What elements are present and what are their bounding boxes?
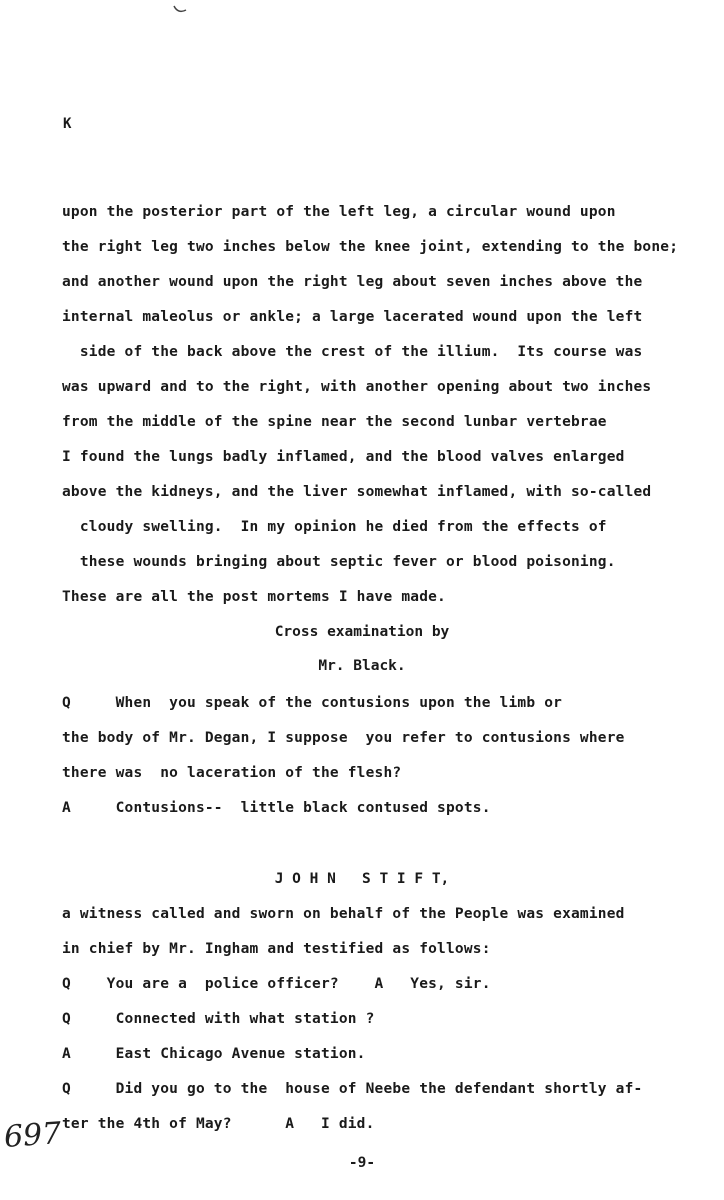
cross-examination-heading: Cross examination by <box>274 624 450 640</box>
body-line: and another wound upon the right leg about seven inches above the <box>62 274 643 290</box>
witness-line: Q Connected with what station ? <box>62 1011 375 1027</box>
body-line: cloudy swelling. In my opinion he died from the effects of <box>62 519 607 535</box>
body-line: These are all the post mortems I have made. <box>62 589 446 605</box>
body-line: was upward and to the right, with another opening about two inches <box>62 379 652 395</box>
witness-line: in chief by Mr. Ingham and testified as follows: <box>62 941 491 957</box>
cross-examiner-name: Mr. Black. <box>318 658 406 674</box>
witness-name-heading: J O H N S T I F T, <box>274 871 450 887</box>
handwritten-page-number: 697 <box>2 1116 63 1155</box>
witness-line: Q Did you go to the house of Neebe the defendant shortly af- <box>62 1081 643 1097</box>
body-line: above the kidneys, and the liver somewhat inflamed, with so-called <box>62 484 652 500</box>
corner-letter: K <box>63 116 72 132</box>
body-line: I found the lungs badly inflamed, and the blood valves enlarged <box>62 449 625 465</box>
body-line: the right leg two inches below the knee joint, extending to the bone; <box>62 239 679 255</box>
witness-line: ter the 4th of May? A I did. <box>62 1116 375 1132</box>
body-line: from the middle of the spine near the second lunbar vertebrae <box>62 414 607 430</box>
body-line: internal maleolus or ankle; a large lacerated wound upon the left <box>62 309 643 325</box>
qa-line: there was no laceration of the flesh? <box>62 765 402 781</box>
body-line: these wounds bringing about septic fever or blood poisoning. <box>62 554 616 570</box>
qa-line: A Contusions-- little black contused spots. <box>62 800 491 816</box>
witness-line: Q You are a police officer? A Yes, sir. <box>62 976 491 992</box>
qa-line: the body of Mr. Degan, I suppose you refer to contusions where <box>62 730 625 746</box>
page-number: -9- <box>348 1155 376 1171</box>
scan-mark <box>160 0 220 20</box>
body-line: upon the posterior part of the left leg, a circular wound upon <box>62 204 616 220</box>
witness-line: A East Chicago Avenue station. <box>62 1046 366 1062</box>
witness-line: a witness called and sworn on behalf of the People was examined <box>62 906 625 922</box>
body-line: side of the back above the crest of the illium. Its course was <box>62 344 643 360</box>
qa-line: Q When you speak of the contusions upon the limb or <box>62 695 563 711</box>
